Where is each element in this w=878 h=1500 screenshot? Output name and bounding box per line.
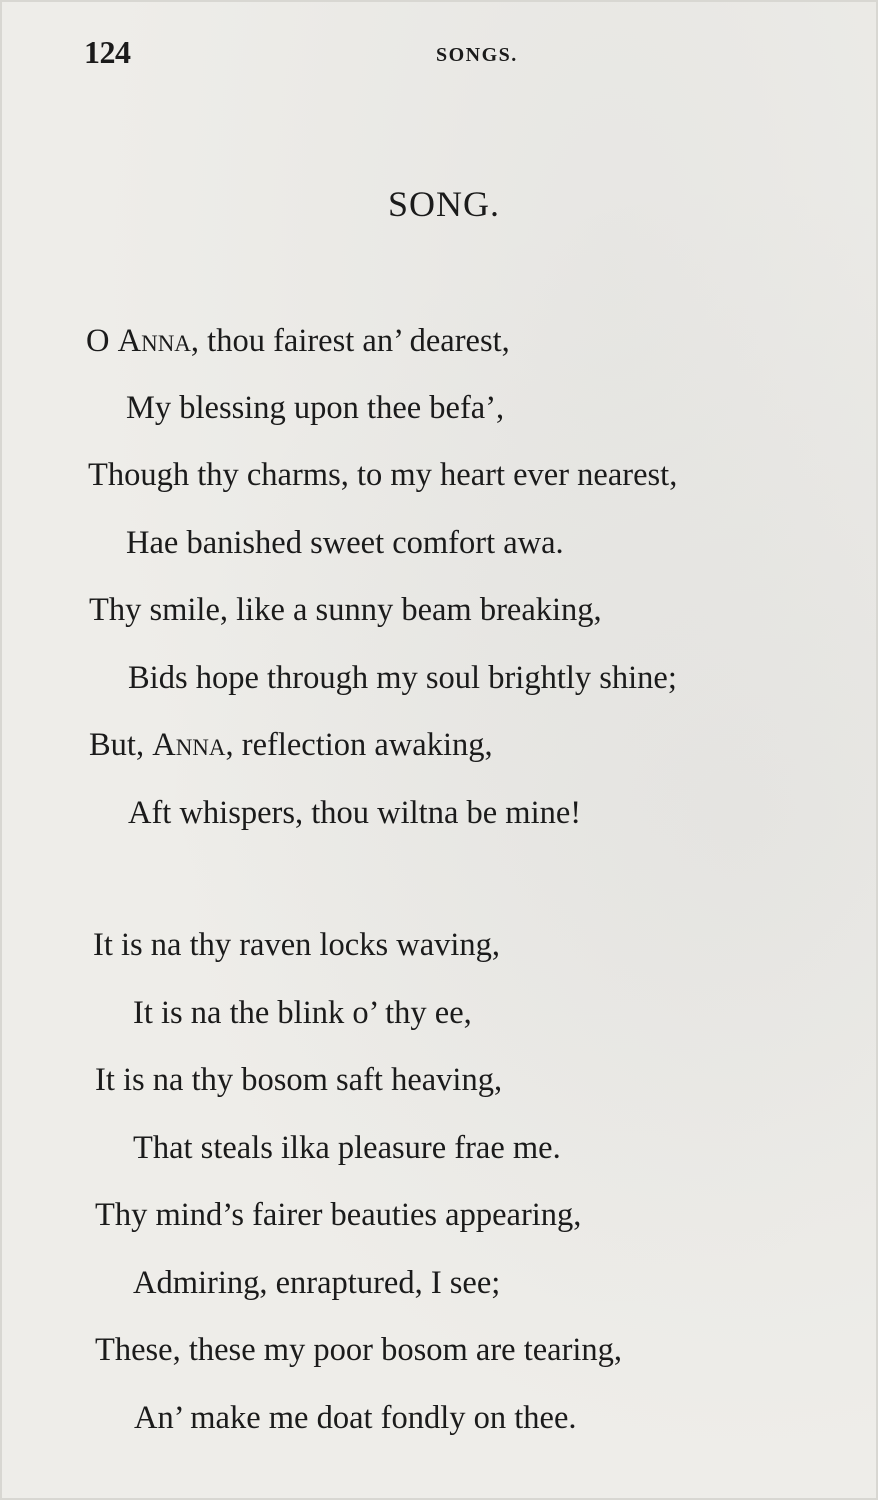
poem-line: Bids hope through my soul brightly shine; <box>128 660 677 696</box>
poem-line: That steals ilka pleasure frae me. <box>133 1130 561 1166</box>
poem-line <box>89 729 493 762</box>
poem-line: Aft whispers, thou wiltna be mine! <box>128 795 582 831</box>
poem-title: SONG. <box>387 184 500 224</box>
running-head <box>84 34 824 74</box>
line-text: , reflection awaking, <box>225 727 493 763</box>
page-number: 124 <box>84 34 131 70</box>
poem-line: These, these my poor bosom are tearing, <box>95 1332 623 1368</box>
running-title: SONGS. <box>436 44 518 66</box>
poem-line <box>86 325 510 358</box>
name-small-caps: Anna <box>117 323 191 359</box>
line-text: O <box>86 323 118 359</box>
poem-line: It is na thy bosom saft heaving, <box>95 1062 503 1098</box>
poem-line: My blessing upon thee befa’, <box>126 390 505 426</box>
poem-line: It is na thy raven locks waving, <box>93 927 501 963</box>
poem-line: Thy mind’s fairer beauties appearing, <box>95 1197 582 1233</box>
poem-line: Admiring, enraptured, I see; <box>133 1265 501 1301</box>
poem-line: Hae banished sweet comfort awa. <box>126 525 564 561</box>
poem-line: Though thy charms, to my heart ever nearest, <box>88 457 678 493</box>
line-text: But, <box>89 727 153 763</box>
poem-line: An’ make me doat fondly on thee. <box>134 1400 577 1436</box>
poem-line: It is na the blink o’ thy ee, <box>133 995 472 1031</box>
poem-line: Thy smile, like a sunny beam breaking, <box>89 592 602 628</box>
line-text: , thou fairest an’ dearest, <box>190 323 510 359</box>
name-small-caps: Anna <box>152 727 226 763</box>
